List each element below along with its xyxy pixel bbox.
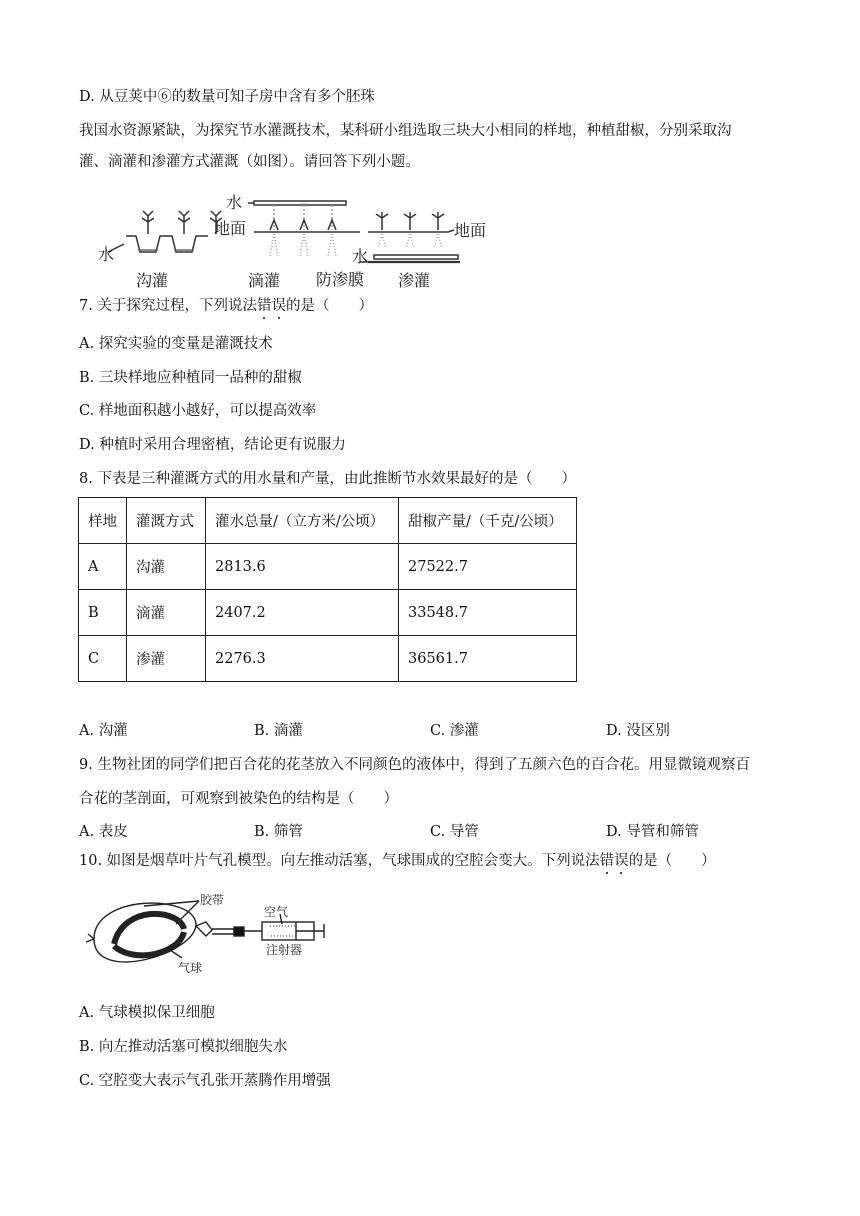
table-row [79, 636, 577, 682]
q10-option-a: A. 气球模拟保卫细胞 [79, 1005, 215, 1021]
table-cell: 沟灌 [127, 544, 206, 590]
q7-option-c: C. 样地面积越小越好，可以提高效率 [79, 403, 317, 419]
intro-line-1: 我国水资源紧缺，为探究节水灌溉技术，某科研小组选取三块大小相同的样地，种植甜椒，分别采取沟 [79, 123, 732, 139]
label-ground-seep: 地面 [454, 221, 487, 240]
q6-option-d: D. 从豆荚中⑥的数量可知子房中含有多个胚珠 [79, 89, 375, 105]
label-film: 防渗膜 [316, 270, 365, 289]
q9-stem-1: 9. 生物社团的同学们把百合花的花茎放入不同颜色的液体中，得到了五颜六色的百合花。用显微镜观察百 [79, 757, 750, 773]
irrigation-table [78, 497, 577, 682]
table-cell: 36561.7 [399, 636, 577, 682]
q7-option-b: B. 三块样地应种植同一品种的甜椒 [79, 370, 302, 386]
q8-option-a: A. 沟灌 [79, 723, 128, 739]
label-water-drip: 水 [226, 193, 243, 212]
label-ground-drip: 地面 [214, 219, 247, 238]
table-header: 灌溉方式 [127, 498, 206, 544]
table-header: 灌水总量/（立方米/公顷） [206, 498, 399, 544]
q7-option-a: A. 探究实验的变量是灌溉技术 [79, 336, 273, 352]
irrigation-figure [98, 188, 498, 292]
label-water-furrow: 水 [98, 245, 115, 264]
label-seep: 渗灌 [398, 271, 431, 290]
label-syringe: 注射器 [266, 943, 303, 957]
q8-stem: 8. 下表是三种灌溉方式的用水量和产量，由此推断节水效果最好的是（ ） [79, 471, 576, 487]
label-tape: 胶带 [200, 893, 225, 907]
label-furrow: 沟灌 [136, 271, 169, 290]
q9-stem-2: 合花的茎剖面，可观察到被染色的结构是（ ） [79, 791, 398, 807]
q8-option-d: D. 没区别 [606, 723, 670, 739]
table-cell: 滴灌 [127, 590, 206, 636]
stomata-model-figure [84, 884, 328, 984]
q10-option-b: B. 向左推动活塞可模拟细胞失水 [79, 1039, 288, 1055]
table-cell: B [79, 590, 127, 636]
table-cell: 27522.7 [399, 544, 577, 590]
table-cell: 渗灌 [127, 636, 206, 682]
intro-line-2: 灌、滴灌和渗灌方式灌溉（如图）。请回答下列小题。 [79, 154, 420, 170]
table-row [79, 590, 577, 636]
label-water-seep: 水 [352, 247, 369, 266]
q8-option-c: C. 渗灌 [430, 723, 479, 739]
label-drip: 滴灌 [248, 271, 281, 290]
q10-stem: 10. 如图是烟草叶片气孔模型。向左推动活塞，气球围成的空腔会变大。下列说法错误的是（ ） [79, 853, 716, 869]
table-cell: 2407.2 [206, 590, 399, 636]
q7-stem: 7. 关于探究过程，下列说法错误的是（ ） [79, 298, 373, 314]
table-cell: 33548.7 [399, 590, 577, 636]
table-header: 样地 [79, 498, 127, 544]
table-cell: 2813.6 [206, 544, 399, 590]
q9-option-b: B. 筛管 [254, 824, 303, 840]
q9-option-a: A. 表皮 [79, 824, 128, 840]
label-air: 空气 [264, 905, 289, 919]
label-balloon: 气球 [178, 961, 203, 975]
table-cell: A [79, 544, 127, 590]
table-cell: 2276.3 [206, 636, 399, 682]
table-header: 甜椒产量/（千克/公顷） [399, 498, 577, 544]
q8-option-b: B. 滴灌 [254, 723, 303, 739]
table-row [79, 544, 577, 590]
q10-option-c: C. 空腔变大表示气孔张开蒸腾作用增强 [79, 1073, 331, 1089]
q7-option-d: D. 种植时采用合理密植，结论更有说服力 [79, 437, 346, 453]
q9-option-d: D. 导管和筛管 [606, 824, 699, 840]
table-header-row [79, 498, 577, 544]
table-cell: C [79, 636, 127, 682]
q9-option-c: C. 导管 [430, 824, 479, 840]
